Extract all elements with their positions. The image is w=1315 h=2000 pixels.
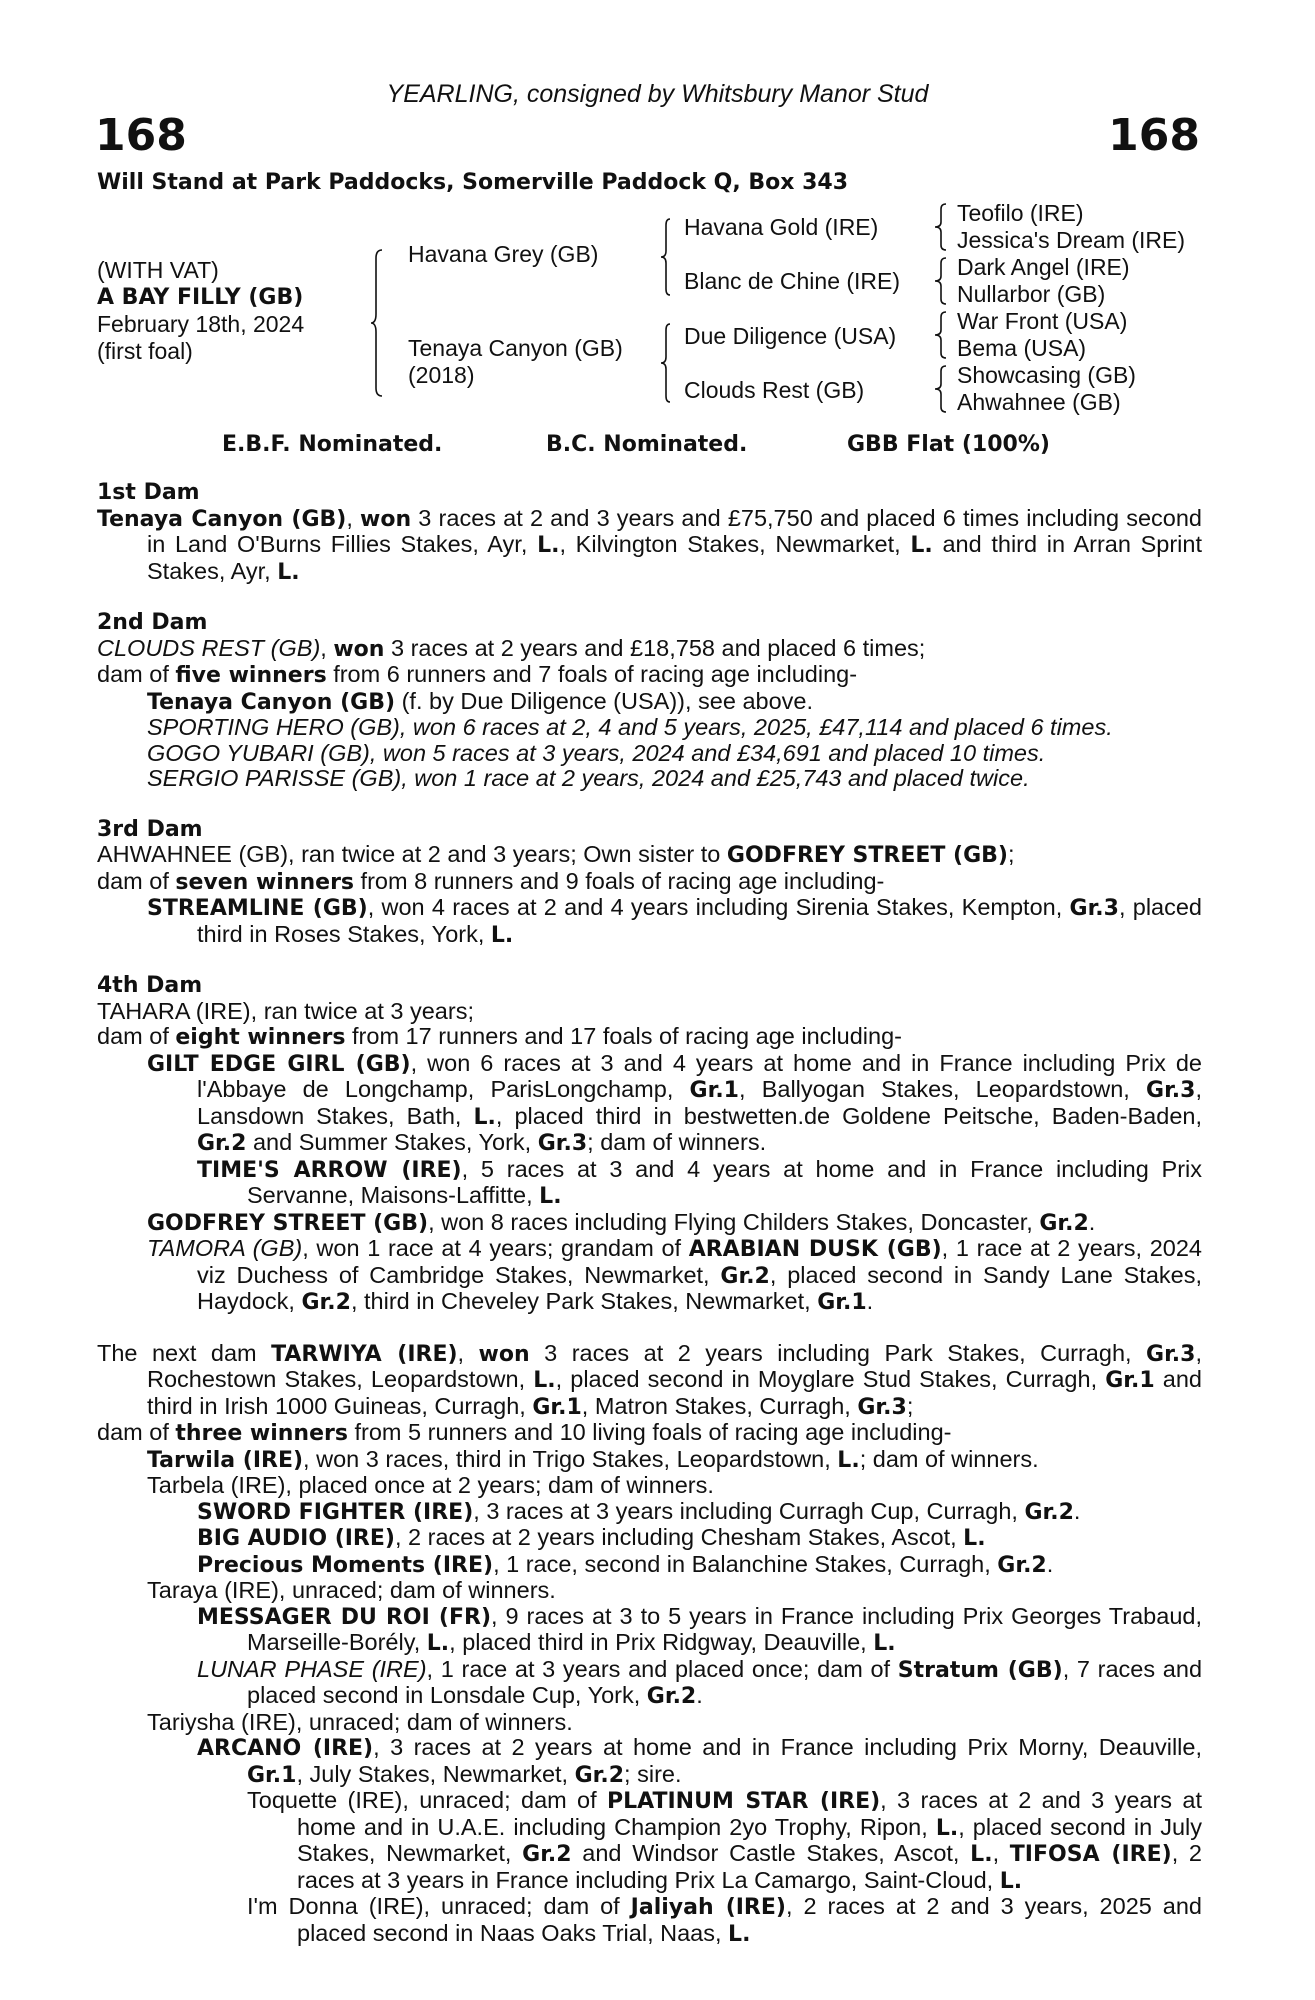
first-dam-heading: 1st Dam xyxy=(97,480,200,505)
sire-sire: Havana Gold (IRE) xyxy=(684,214,879,240)
fourth-dam-record: TAHARA (IRE), ran twice at 3 years; xyxy=(97,997,474,1024)
brace-gen1 xyxy=(370,248,384,398)
brace-sd xyxy=(934,256,948,306)
list-item: Taraya (IRE), unraced; dam of winners. xyxy=(147,1577,556,1603)
second-dam-heading: 2nd Dam xyxy=(97,610,208,635)
list-item: STREAMLINE (GB), won 4 races at 2 and 4 years including Sirenia Stakes, Kempton, Gr.3, placed third in Roses Stakes, York, L. xyxy=(147,894,1203,948)
list-item: GOGO YUBARI (GB), won 5 races at 3 years, 2024 and £34,691 and placed 10 times. xyxy=(147,739,1046,766)
third-dam-section xyxy=(97,817,1202,949)
ss-sire: Teofilo (IRE) xyxy=(957,200,1084,226)
list-item: TIME'S ARROW (IRE), 5 races at 3 and 4 years at home and in France including Prix Servanne, Maisons-Laffitte, L. xyxy=(197,1155,1202,1209)
list-item: Tenaya Canyon (GB) (f. by Due Diligence (USA)), see above. xyxy=(147,687,814,715)
lot-number-left: 168 xyxy=(95,110,187,161)
subject-note: (first foal) xyxy=(97,338,193,364)
third-dam-heading: 3rd Dam xyxy=(97,816,203,842)
page-header: YEARLING, consigned by Whitsbury Manor Stud xyxy=(386,80,929,108)
next-dam-produce: dam of three winners from 5 runners and 10 living foals of racing age including- xyxy=(97,1419,952,1446)
list-item: MESSAGER DU ROI (FR), 9 races at 3 to 5 years in France including Prix Georges Trabaud, Marseille-Borély, L., placed third in Prix Ridgway, Deauville, L. xyxy=(197,1602,1202,1656)
list-item: GODFREY STREET (GB), won 8 races including Flying Childers Stakes, Doncaster, Gr.2. xyxy=(147,1208,1096,1236)
list-item: Tariysha (IRE), unraced; dam of winners. xyxy=(147,1708,573,1735)
first-dam-record: Tenaya Canyon (GB), won 3 races at 2 and 3 years and £75,750 and placed 6 times including second in Land O'Burns Fillies Stakes, Ayr, L., Kilvington Stakes, Newmarket, L. and third in Arran Sprint Stakes, Ayr, L. xyxy=(97,504,1202,585)
brace-sire-line xyxy=(660,217,672,297)
ss-dam: Jessica's Dream (IRE) xyxy=(957,227,1186,253)
gbb-flat: GBB Flat (100%) xyxy=(847,432,1050,457)
brace-ds xyxy=(934,310,948,360)
brace-dam-line xyxy=(660,322,672,404)
sd-dam: Nullarbor (GB) xyxy=(957,281,1106,307)
third-dam-record: AHWAHNEE (GB), ran twice at 2 and 3 years; Own sister to GODFREY STREET (GB); xyxy=(97,841,1015,868)
ds-dam: Bema (USA) xyxy=(957,335,1087,361)
subject-vat: (WITH VAT) xyxy=(97,257,219,283)
dd-sire: Showcasing (GB) xyxy=(957,362,1136,388)
dd-dam: Ahwahnee (GB) xyxy=(957,389,1121,415)
ds-sire: War Front (USA) xyxy=(957,308,1128,334)
dam-sire: Due Diligence (USA) xyxy=(684,323,897,349)
list-item: BIG AUDIO (IRE), 2 races at 2 years including Chesham Stakes, Ascot, L. xyxy=(197,1524,986,1551)
next-dam-record: The next dam TARWIYA (IRE), won 3 races at 2 years including Park Stakes, Curragh, Gr.3, Rochestown Stakes, Leopardstown, L., placed second in Moyglare Stud Stakes, Curragh, Gr.1 and third in Irish 1000 Guineas, Curragh, Gr.1, Matron Stakes, Curragh, Gr.3; xyxy=(97,1339,1202,1420)
list-item: GILT EDGE GIRL (GB), won 6 races at 3 and 4 years at home and in France including Prix de l'Abbaye de Longchamp, ParisLongchamp, Gr.1, Ballyogan Stakes, Leopardstown, Gr.3, Lansdown Stakes, Bath, L., placed third in bestwetten.de Goldene Peitsche, Baden-Baden, Gr.2 and Summer Stakes, York, Gr.3; dam of winners. xyxy=(147,1049,1202,1156)
second-dam-record: CLOUDS REST (GB), won 3 races at 2 years and £18,758 and placed 6 times; xyxy=(97,634,926,662)
lot-number-right: 168 xyxy=(1108,110,1200,161)
second-dam-produce: dam of five winners from 6 runners and 7 foals of racing age including- xyxy=(97,661,858,688)
list-item: Precious Moments (IRE), 1 race, second in Balanchine Stakes, Curragh, Gr.2. xyxy=(197,1550,1054,1578)
next-dam-section xyxy=(97,1341,1202,1948)
dam-dam: Clouds Rest (GB) xyxy=(684,377,865,403)
list-item: LUNAR PHASE (IRE), 1 race at 3 years and placed once; dam of Stratum (GB), 7 races and placed second in Lonsdale Cup, York, Gr.2. xyxy=(197,1655,1203,1709)
list-item: Toquette (IRE), unraced; dam of PLATINUM STAR (IRE), 3 races at 2 and 3 years at home and in U.A.E. including Champion 2yo Trophy, Ripon, L., placed second in July Stakes, Newmarket, Gr.2 and Windsor Castle Stakes, Ascot, L., TIFOSA (IRE), 2 races at 3 years in France including Prix La Camargo, Saint-Cloud, L. xyxy=(247,1787,1203,1894)
sire-dam: Blanc de Chine (IRE) xyxy=(684,268,901,294)
dam-year: (2018) xyxy=(408,362,475,388)
second-dam-section xyxy=(97,610,1202,792)
list-item: SPORTING HERO (GB), won 6 races at 2, 4 and 5 years, 2025, £47,114 and placed 6 times. xyxy=(147,714,1113,740)
third-dam-produce: dam of seven winners from 8 runners and 9 foals of racing age including- xyxy=(97,867,885,895)
dam: Tenaya Canyon (GB) xyxy=(408,335,623,361)
sire: Havana Grey (GB) xyxy=(408,241,599,267)
list-item: ARCANO (IRE), 3 races at 2 years at home and in France including Prix Morny, Deauville, Gr.1, July Stakes, Newmarket, Gr.2; sire. xyxy=(197,1734,1202,1788)
fourth-dam-heading: 4th Dam xyxy=(97,973,203,998)
first-dam-section xyxy=(97,480,1202,585)
stand-location: Will Stand at Park Paddocks, Somerville Paddock Q, Box 343 xyxy=(97,170,849,195)
sd-sire: Dark Angel (IRE) xyxy=(957,254,1130,280)
subject-name: A BAY FILLY (GB) xyxy=(97,285,304,310)
dam-line-body xyxy=(97,480,1202,1972)
fourth-dam-produce: dam of eight winners from 17 runners and 17 foals of racing age including- xyxy=(97,1023,902,1050)
list-item: Tarbela (IRE), placed once at 2 years; dam of winners. xyxy=(147,1472,714,1498)
brace-ss xyxy=(934,202,948,252)
list-item: TAMORA (GB), won 1 race at 4 years; grandam of ARABIAN DUSK (GB), 1 race at 2 years, 2024 viz Duchess of Cambridge Stakes, Newmarket, Gr.2, placed second in Sandy Lane Stakes, Haydock, Gr.2, third in Cheveley Park Stakes, Newmarket, Gr.1. xyxy=(147,1235,1202,1315)
fourth-dam-section xyxy=(97,973,1202,1316)
brace-dd xyxy=(934,364,948,414)
list-item: Tarwila (IRE), won 3 races, third in Trigo Stakes, Leopardstown, L.; dam of winners. xyxy=(147,1445,1039,1473)
ebf-nomination: E.B.F. Nominated. xyxy=(222,432,443,457)
list-item: I'm Donna (IRE), unraced; dam of Jaliyah (IRE), 2 races at 2 and 3 years, 2025 and placed second in Naas Oaks Trial, Naas, L. xyxy=(247,1893,1202,1947)
list-item: SERGIO PARISSE (GB), won 1 race at 2 years, 2024 and £25,743 and placed twice. xyxy=(147,765,1030,791)
list-item: SWORD FIGHTER (IRE), 3 races at 3 years including Curragh Cup, Curragh, Gr.2. xyxy=(197,1497,1081,1525)
subject-dob: February 18th, 2024 xyxy=(97,311,305,337)
bc-nomination: B.C. Nominated. xyxy=(546,432,748,457)
